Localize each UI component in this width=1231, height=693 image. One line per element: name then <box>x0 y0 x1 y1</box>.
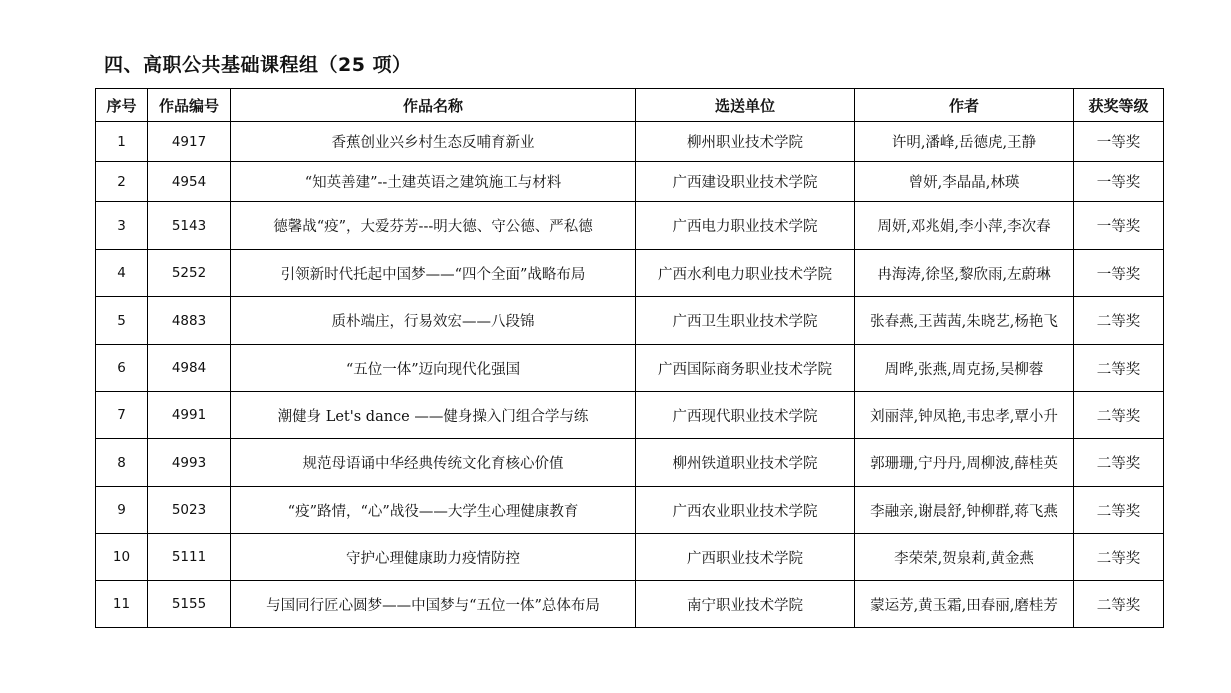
cell-no: 10 <box>96 534 148 581</box>
cell-name: 质朴端庄，行易效宏——八段锦 <box>231 297 636 345</box>
cell-code: 4993 <box>148 439 231 487</box>
cell-code: 5111 <box>148 534 231 581</box>
table-row <box>96 122 1164 162</box>
header-unit: 选送单位 <box>636 89 855 122</box>
cell-code: 4954 <box>148 162 231 202</box>
cell-authors: 张春燕,王茜茜,朱晓艺,杨艳飞 <box>855 297 1074 345</box>
cell-unit: 广西水利电力职业技术学院 <box>636 250 855 297</box>
cell-no: 9 <box>96 487 148 534</box>
cell-code: 5023 <box>148 487 231 534</box>
cell-unit: 广西卫生职业技术学院 <box>636 297 855 345</box>
section-title: 四、高职公共基础课程组（25 项） <box>104 54 412 76</box>
cell-unit: 广西农业职业技术学院 <box>636 487 855 534</box>
cell-authors: 蒙运芳,黄玉霜,田春丽,磨桂芳 <box>855 581 1074 628</box>
table-row <box>96 439 1164 487</box>
cell-unit: 广西职业技术学院 <box>636 534 855 581</box>
cell-name: 潮健身 Let's dance ——健身操入门组合学与练 <box>231 392 636 439</box>
cell-no: 11 <box>96 581 148 628</box>
cell-award: 二等奖 <box>1074 534 1164 581</box>
table-row <box>96 162 1164 202</box>
cell-authors: 李荣荣,贺泉莉,黄金燕 <box>855 534 1074 581</box>
cell-unit: 广西建设职业技术学院 <box>636 162 855 202</box>
cell-name: 规范母语诵中华经典传统文化育核心价值 <box>231 439 636 487</box>
header-no: 序号 <box>96 89 148 122</box>
cell-name: “疫”路情，“心”战役——大学生心理健康教育 <box>231 487 636 534</box>
cell-name: “五位一体”迈向现代化强国 <box>231 345 636 392</box>
cell-award: 二等奖 <box>1074 487 1164 534</box>
cell-award: 一等奖 <box>1074 250 1164 297</box>
cell-award: 一等奖 <box>1074 162 1164 202</box>
cell-name: 香蕉创业兴乡村生态反哺育新业 <box>231 122 636 162</box>
table-row <box>96 581 1164 628</box>
cell-name: 德馨战“疫”，大爱芬芳---明大德、守公德、严私德 <box>231 202 636 250</box>
cell-unit: 南宁职业技术学院 <box>636 581 855 628</box>
cell-code: 5143 <box>148 202 231 250</box>
cell-no: 3 <box>96 202 148 250</box>
cell-name: 引领新时代托起中国梦——“四个全面”战略布局 <box>231 250 636 297</box>
table-row <box>96 345 1164 392</box>
cell-code: 4917 <box>148 122 231 162</box>
cell-award: 二等奖 <box>1074 581 1164 628</box>
table-row <box>96 392 1164 439</box>
cell-award: 二等奖 <box>1074 297 1164 345</box>
awards-table <box>95 88 1164 628</box>
cell-no: 2 <box>96 162 148 202</box>
cell-award: 二等奖 <box>1074 345 1164 392</box>
cell-unit: 广西现代职业技术学院 <box>636 392 855 439</box>
cell-no: 6 <box>96 345 148 392</box>
cell-authors: 周晔,张燕,周克扬,吴柳蓉 <box>855 345 1074 392</box>
header-name: 作品名称 <box>231 89 636 122</box>
cell-unit: 柳州职业技术学院 <box>636 122 855 162</box>
header-authors: 作者 <box>855 89 1074 122</box>
cell-name: 守护心理健康助力疫情防控 <box>231 534 636 581</box>
cell-award: 一等奖 <box>1074 202 1164 250</box>
cell-authors: 冉海涛,徐坚,黎欣雨,左蔚琳 <box>855 250 1074 297</box>
cell-no: 5 <box>96 297 148 345</box>
cell-code: 4883 <box>148 297 231 345</box>
cell-no: 8 <box>96 439 148 487</box>
table-row <box>96 250 1164 297</box>
cell-unit: 广西电力职业技术学院 <box>636 202 855 250</box>
cell-no: 4 <box>96 250 148 297</box>
table-row <box>96 487 1164 534</box>
cell-award: 二等奖 <box>1074 439 1164 487</box>
cell-authors: 李融亲,谢晨舒,钟柳群,蒋飞燕 <box>855 487 1074 534</box>
cell-code: 4991 <box>148 392 231 439</box>
cell-code: 4984 <box>148 345 231 392</box>
cell-authors: 曾妍,李晶晶,林瑛 <box>855 162 1074 202</box>
table-header-row <box>96 89 1164 122</box>
cell-no: 7 <box>96 392 148 439</box>
cell-name: 与国同行匠心圆梦——中国梦与“五位一体”总体布局 <box>231 581 636 628</box>
cell-authors: 周妍,邓兆娟,李小萍,李次春 <box>855 202 1074 250</box>
cell-award: 二等奖 <box>1074 392 1164 439</box>
table-row <box>96 202 1164 250</box>
cell-authors: 刘丽萍,钟凤艳,韦忠孝,覃小升 <box>855 392 1074 439</box>
cell-unit: 柳州铁道职业技术学院 <box>636 439 855 487</box>
cell-no: 1 <box>96 122 148 162</box>
cell-authors: 郭珊珊,宁丹丹,周柳波,薛桂英 <box>855 439 1074 487</box>
cell-name: “知英善建”--土建英语之建筑施工与材料 <box>231 162 636 202</box>
table-row <box>96 534 1164 581</box>
cell-code: 5252 <box>148 250 231 297</box>
header-award: 获奖等级 <box>1074 89 1164 122</box>
cell-unit: 广西国际商务职业技术学院 <box>636 345 855 392</box>
table-row <box>96 297 1164 345</box>
cell-award: 一等奖 <box>1074 122 1164 162</box>
header-code: 作品编号 <box>148 89 231 122</box>
cell-code: 5155 <box>148 581 231 628</box>
cell-authors: 许明,潘峰,岳德虎,王静 <box>855 122 1074 162</box>
